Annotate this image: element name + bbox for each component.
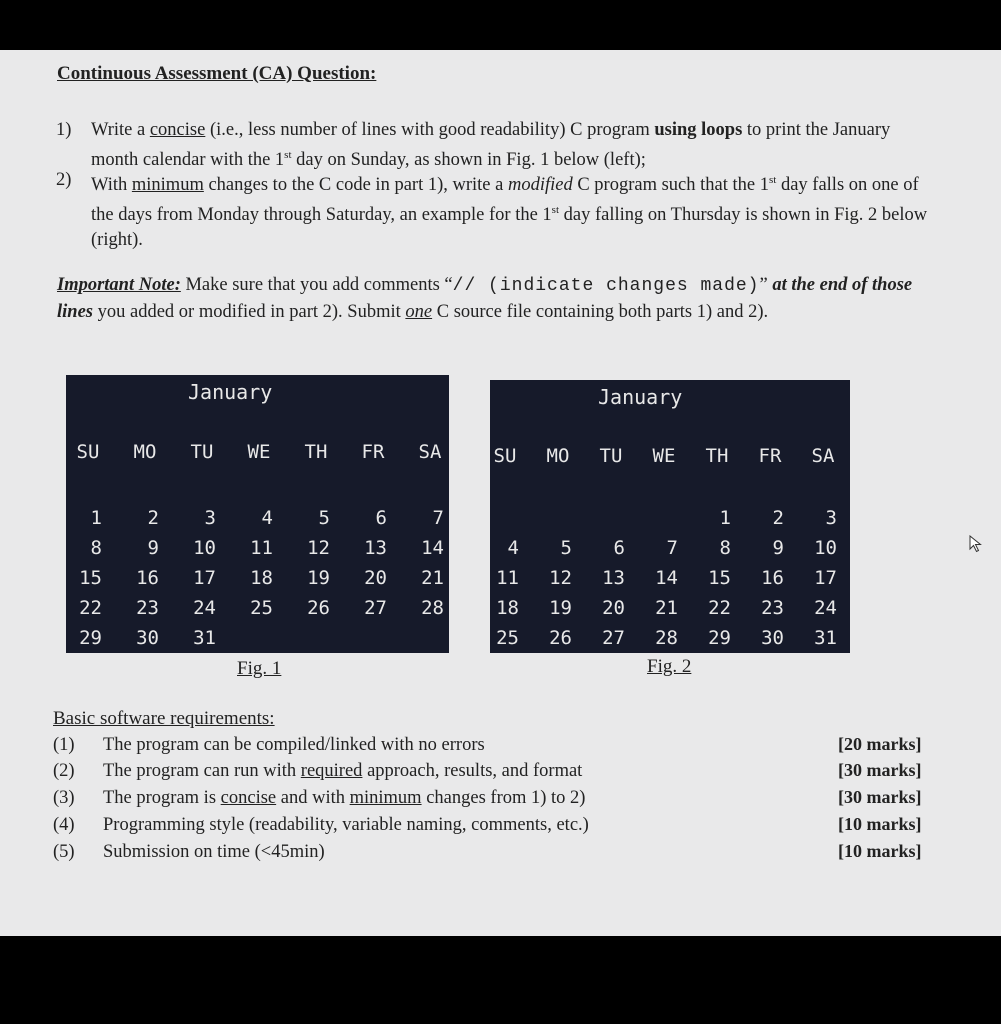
- calendar-day: 4: [261, 507, 273, 529]
- calendar-day: 9: [147, 537, 159, 559]
- calendar-day: 6: [375, 507, 387, 529]
- calendar-day: 1: [719, 507, 731, 529]
- calendar-day: 26: [549, 627, 572, 649]
- calendar-day: 15: [708, 567, 731, 589]
- calendar-day: 22: [708, 597, 731, 619]
- question-number: 1): [56, 120, 72, 140]
- calendar-day: 16: [761, 567, 784, 589]
- calendar-day: 7: [666, 537, 678, 559]
- calendar-day: 14: [421, 537, 444, 559]
- calendar-day: 17: [193, 567, 216, 589]
- weekday-header: SA: [811, 445, 835, 467]
- requirement-item: (1) The program can be compiled/linked with no errors: [53, 735, 485, 755]
- calendar-day: 22: [79, 597, 102, 619]
- calendar-day: 29: [79, 627, 102, 649]
- calendar-day: 3: [204, 507, 216, 529]
- weekday-header: SU: [76, 441, 100, 463]
- calendar-day: 27: [364, 597, 387, 619]
- question-1: [58, 118, 928, 173]
- calendar-day: 8: [90, 537, 102, 559]
- calendar-day: 24: [814, 597, 837, 619]
- calendar-month: January: [598, 385, 683, 409]
- calendar-day: 19: [307, 567, 330, 589]
- calendar-fig-1: [66, 375, 449, 653]
- calendar-day: 9: [772, 537, 784, 559]
- weekday-header: TU: [190, 441, 214, 463]
- calendar-day: 7: [432, 507, 444, 529]
- calendar-day: 30: [761, 627, 784, 649]
- weekday-header: MO: [546, 445, 570, 467]
- calendar-day: 13: [602, 567, 625, 589]
- calendar-day: 2: [147, 507, 159, 529]
- calendar-day: 12: [549, 567, 572, 589]
- calendar-day: 11: [496, 567, 519, 589]
- figure-caption: Fig. 2: [647, 656, 692, 677]
- question-text: With minimum changes to the C code in part 1), write a modified C program such that the 1st day falls on one of the days from Monday through Saturday, an example for the 1st day falling on Thursday is shown in Fig. 2 below (right).: [91, 174, 928, 251]
- requirement-marks: [10 marks]: [838, 814, 922, 834]
- requirement-marks: [30 marks]: [838, 787, 922, 807]
- calendar-day: 20: [364, 567, 387, 589]
- calendar-day: 4: [507, 537, 519, 559]
- calendar-day: 5: [318, 507, 330, 529]
- calendar-day: 11: [250, 537, 273, 559]
- calendar-day: 28: [655, 627, 678, 649]
- calendar-day: 19: [549, 597, 572, 619]
- calendar-day: 2: [772, 507, 784, 529]
- calendar-day: 23: [136, 597, 159, 619]
- calendar-day: 21: [655, 597, 678, 619]
- calendar-day: 14: [655, 567, 678, 589]
- weekday-header: TH: [304, 441, 328, 463]
- requirement-item: (3) The program is concise and with minimum changes from 1) to 2): [53, 788, 586, 808]
- calendar-day: 17: [814, 567, 837, 589]
- requirement-item: (4) Programming style (readability, variable naming, comments, etc.): [53, 815, 589, 835]
- requirement-item: (2) The program can run with required approach, results, and format: [53, 761, 583, 781]
- requirement-marks: [30 marks]: [838, 760, 922, 780]
- calendar-day: 13: [364, 537, 387, 559]
- important-note: Important Note: Make sure that you add comments “// (indicate changes made)” at the end of those lines you added or modified in part 2). Submit one C source file containing both parts 1) and 2).: [57, 275, 913, 322]
- weekday-header: WE: [652, 445, 676, 467]
- calendar-fig-2: [490, 380, 850, 653]
- calendar-day: 10: [193, 537, 216, 559]
- page-title: Continuous Assessment (CA) Question:: [57, 63, 377, 84]
- weekday-header: TU: [599, 445, 623, 467]
- calendar-day: 8: [719, 537, 731, 559]
- weekday-header: SU: [493, 445, 517, 467]
- calendar-day: 25: [496, 627, 519, 649]
- assignment-page: [0, 50, 1001, 936]
- weekday-header: WE: [247, 441, 271, 463]
- requirement-marks: [10 marks]: [838, 841, 922, 861]
- question-number: 2): [56, 170, 72, 190]
- calendar-day: 24: [193, 597, 216, 619]
- calendar-day: 16: [136, 567, 159, 589]
- calendar-day: 18: [250, 567, 273, 589]
- calendar-day: 29: [708, 627, 731, 649]
- calendar-day: 27: [602, 627, 625, 649]
- calendar-day: 28: [421, 597, 444, 619]
- calendar-day: 3: [825, 507, 837, 529]
- calendar-day: 30: [136, 627, 159, 649]
- calendar-day: 15: [79, 567, 102, 589]
- weekday-header: TH: [705, 445, 729, 467]
- requirement-item: (5) Submission on time (<45min): [53, 842, 325, 862]
- mouse-pointer-icon: [968, 535, 984, 553]
- calendar-day: 31: [193, 627, 216, 649]
- requirement-marks: [20 marks]: [838, 734, 922, 754]
- weekday-header: MO: [133, 441, 157, 463]
- calendar-day: 6: [613, 537, 625, 559]
- question-text: Write a concise (i.e., less number of lines with good readability) C program using loops to print the January month calendar with the 1st day on Sunday, as shown in Fig. 1 below (left);: [91, 120, 891, 171]
- calendar-day: 5: [560, 537, 572, 559]
- calendar-day: 1: [90, 507, 102, 529]
- calendar-day: 18: [496, 597, 519, 619]
- figure-caption: Fig. 1: [237, 658, 282, 679]
- weekday-header: SA: [418, 441, 442, 463]
- calendar-day: 31: [814, 627, 837, 649]
- calendar-day: 25: [250, 597, 273, 619]
- question-2: [58, 168, 928, 253]
- calendar-day: 26: [307, 597, 330, 619]
- requirements-title: Basic software requirements:: [53, 708, 275, 729]
- calendar-month: January: [188, 380, 273, 404]
- calendar-day: 10: [814, 537, 837, 559]
- weekday-header: FR: [758, 445, 782, 467]
- calendar-day: 23: [761, 597, 784, 619]
- calendar-day: 20: [602, 597, 625, 619]
- calendar-day: 12: [307, 537, 330, 559]
- weekday-header: FR: [361, 441, 385, 463]
- calendar-day: 21: [421, 567, 444, 589]
